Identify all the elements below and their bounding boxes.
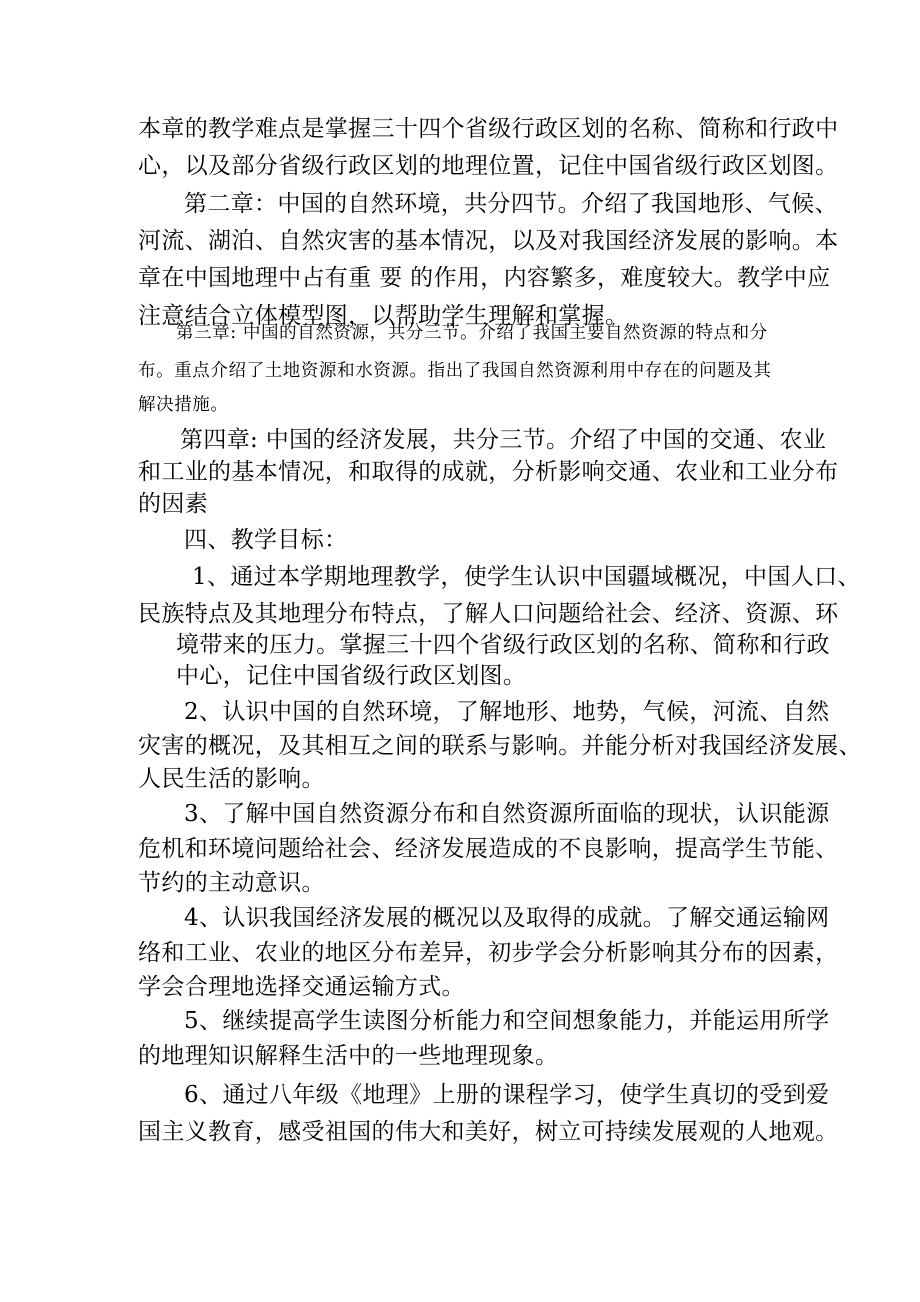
text-line: 节约的主动意识。 (138, 870, 325, 896)
text-line: 学会合理地选择交通运输方式。 (138, 974, 465, 1000)
text-line: 人民生活的影响。 (138, 766, 325, 792)
text-line: 5、继续提高学生读图分析能力和空间想象能力，并能运用所学 (184, 1008, 830, 1034)
text-line: 1、通过本学期地理教学，使学生认识中国疆域概况，中国人口、 (192, 564, 861, 590)
text-line: 络和工业、农业的地区分布差异，初步学会分析影响其分布的因素， (138, 940, 839, 966)
text-line: 章在中国地理中占有重 要 的作用，内容繁多，难度较大。教学中应 (138, 265, 831, 291)
text-line: 河流、湖泊、自然灾害的基本情况，以及对我国经济发展的影响。本 (138, 228, 839, 254)
text-line: 布。重点介绍了土地资源和水资源。指出了我国自然资源利用中存在的问题及其 (138, 361, 772, 381)
text-line: 本章的教学难点是掌握三十四个省级行政区划的名称、简称和行政中 (138, 116, 839, 142)
text-line: 民族特点及其地理分布特点，了解人口问题给社会、经济、资源、环 (138, 601, 839, 627)
text-line: 境带来的压力。掌握三十四个省级行政区划的名称、简称和行政 (176, 632, 830, 658)
text-line: 心，以及部分省级行政区划的地理位置，记住中国省级行政区划图。 (138, 153, 839, 179)
text-line: 的地理知识解释生活中的一些地理现象。 (138, 1043, 559, 1069)
text-line: 中心，记住中国省级行政区划图。 (176, 663, 527, 689)
text-line: 危机和环境问题给社会、经济发展造成的不良影响，提高学生节能、 (138, 836, 839, 862)
text-line: 的因素 (138, 491, 209, 517)
text-line: 解决措施。 (138, 395, 229, 415)
text-line: 6、通过八年级《地理》上册的课程学习，使学生真切的受到爱 (184, 1082, 830, 1108)
text-line: 第四章: 中国的经济发展，共分三节。介绍了中国的交通、农业 (180, 427, 827, 453)
text-line: 2、认识中国的自然环境，了解地形、地势，气候，河流、自然 (184, 699, 830, 725)
section-heading: 四、教学目标： (184, 527, 348, 553)
text-line: 4、认识我国经济发展的概况以及取得的成就。了解交通运输网 (184, 905, 830, 931)
text-line: 第三章: 中国的自然资源，共分三节。介绍了我国主要自然资源的特点和分 (176, 323, 768, 343)
text-line: 和工业的基本情况，和取得的成就，分析影响交通、农业和工业分布 (138, 459, 839, 485)
text-line: 第二章：中国的自然环境，共分四节。介绍了我国地形、气候、 (184, 191, 838, 217)
text-line: 国主义教育，感受祖国的伟大和美好，树立可持续发展观的人地观。 (138, 1119, 839, 1145)
text-line: 注意结合立体模型图，以帮助学生理解和掌握。 (138, 303, 629, 329)
text-line: 3、了解中国自然资源分布和自然资源所面临的现状，认识能源 (184, 801, 830, 827)
text-line: 灾害的概况，及其相互之间的联系与影响。并能分析对我国经济发展、 (138, 733, 862, 759)
